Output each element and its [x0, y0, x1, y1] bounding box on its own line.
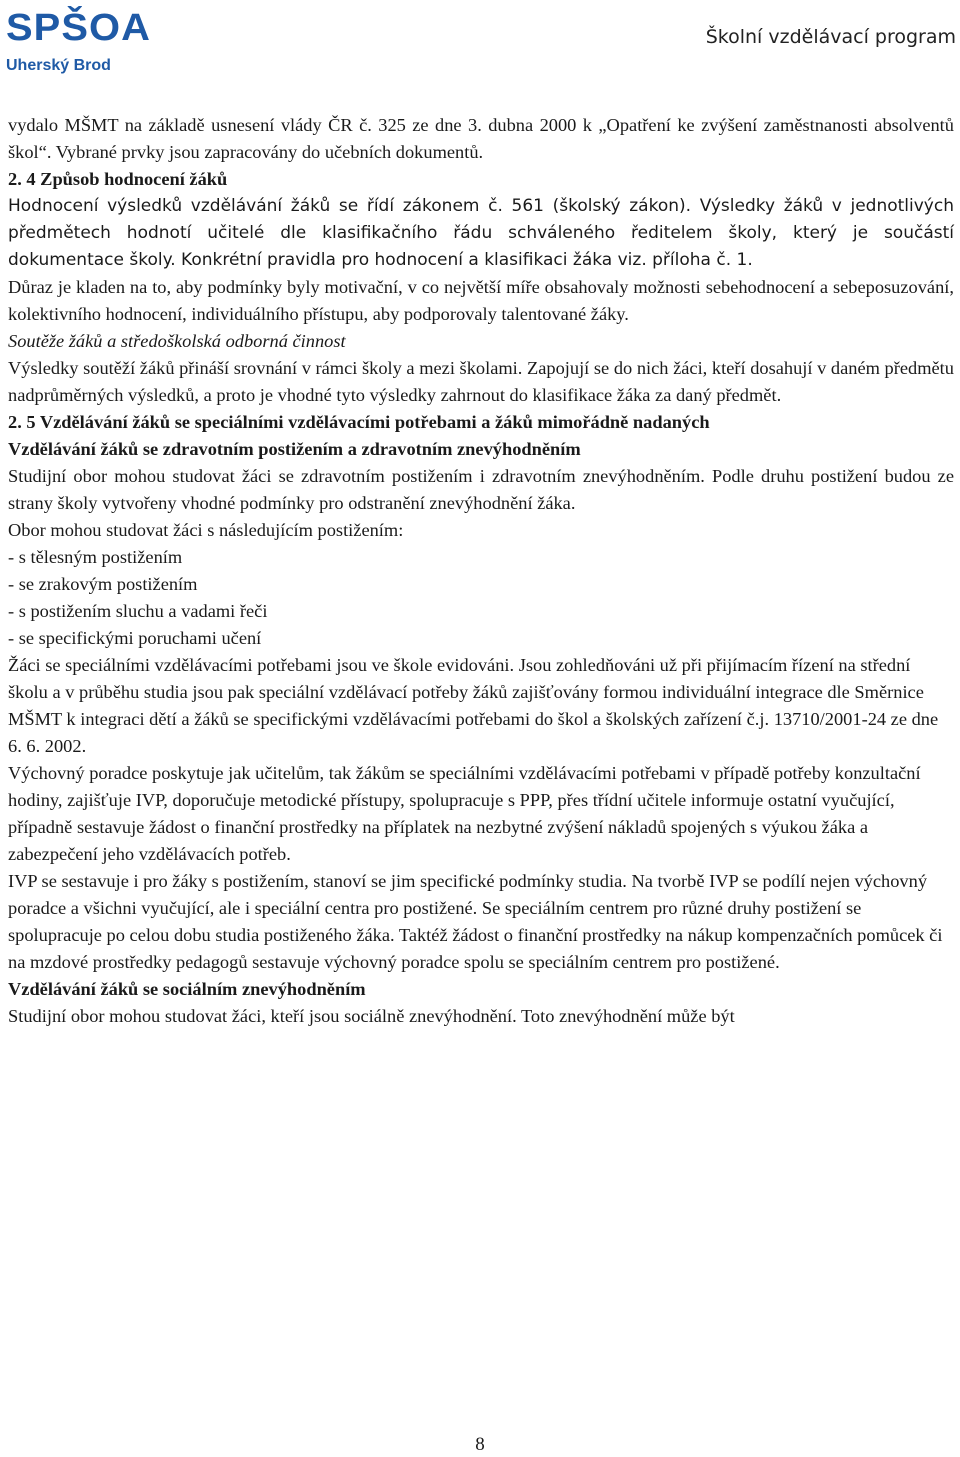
heading-2-5: 2. 5 Vzdělávání žáků se speciálními vzdělávacími potřebami a žáků mimořádně nadaných — [8, 412, 710, 432]
document-title: Školní vzdělávací program — [705, 26, 956, 48]
heading-2-4: 2. 4 Způsob hodnocení žáků — [8, 169, 228, 189]
logo-town: Uherský Brod — [6, 57, 111, 74]
paragraph-ivp: IVP se sestavuje i pro žáky s postižením, stanoví se jim specifické podmínky studia. Na tvorbě IVP se podílí nejen výchovný poradce a všichni vyučující, ale i speciální centra pro postižené. Se speciálním centrem pro různé druhy postižení se spolupracuje po celou dobu studia postiženého žáka. Taktéž žádost o finanční prostředky na nákup kompenzačních pomůcek či na mzdové prostředky pedagogů sestavuje výchovný poradce spolu se speciálním centrem pro postižené. — [8, 871, 943, 972]
paragraph-duraz: Důraz je kladen na to, aby podmínky byly motivační, v co největší míře obsahovaly možnosti sebehodnocení a sebeposuzování, kolektivního hodnocení, individuálního přístupu, aby podporovaly talentované žáky. — [8, 277, 954, 324]
paragraph-obor-intro: Obor mohou studovat žáci s následujícím postižením: — [8, 520, 404, 540]
list-item: - s postižením sluchu a vadami řeči — [8, 601, 268, 621]
logo-wordmark: SPŠOA — [6, 7, 151, 49]
page-content — [8, 112, 954, 1030]
paragraph-poradce: Výchovný poradce poskytuje jak učitelům, tak žákům se speciálními vzdělávacími potřebami v případě potřeby konzultační hodiny, zajišťuje IVP, doporučuje metodické přístupy, spolupracuje s PPP, přes třídní učitele informuje ostatní vyučující, případně sestavuje žádost o finanční prostředky na příplatek na nezbytné zvýšení nákladů spojených s výukou žáka a zabezpečení jeho vzdělávacích potřeb. — [8, 763, 921, 864]
list-item: - se zrakovým postižením — [8, 574, 198, 594]
paragraph-evidovani: Žáci se speciálními vzdělávacími potřebami jsou ve škole evidováni. Jsou zohledňováni už při přijímacím řízení na střední školu a v průběhu studia jsou pak speciální vzdělávací potřeby žáků zajišťovány formou individuální integrace dle Směrnice MŠMT k integraci dětí a žáků se specifickými vzdělávacími potřebami do škol a školských zařízení č.j. 13710/2001-24 ze dne 6. 6. 2002. — [8, 655, 939, 756]
paragraph-intro: vydalo MŠMT na základě usnesení vlády ČR č. 325 ze dne 3. dubna 2000 k „Opatření ke zvýšení zaměstnanosti absolventů škol“. Vybrané prvky jsou zapracovány do učebních dokumentů. — [8, 115, 954, 162]
heading-zdravotni: Vzdělávání žáků se zdravotním postižením a zdravotním znevýhodněním — [8, 439, 581, 459]
page-number: 8 — [475, 1434, 485, 1455]
paragraph-socialni: Studijní obor mohou studovat žáci, kteří jsou sociálně znevýhodnění. Toto znevýhodnění může být — [8, 1006, 735, 1026]
paragraph-souteze: Výsledky soutěží žáků přináší srovnání v rámci školy a mezi školami. Zapojují se do nich žáci, kteří dosahují v daném předmětu nadprůměrných výsledků, a proto je vhodné tyto výsledky zahrnout do klasifikace žáka za daný předmět. — [8, 358, 954, 405]
school-logo — [6, 4, 151, 82]
paragraph-hodnoceni: Hodnocení výsledků vzdělávání žáků se řídí zákonem č. 561 (školský zákon). Výsledky žáků v jednotlivých předmětech hodnotí učitelé dle klasifikačního řádu schváleného ředitelem školy, který je součástí dokumentace školy. Konkrétní pravidla pro hodnocení a klasifikaci žáka viz. příloha č. 1. — [8, 196, 954, 270]
heading-socialni: Vzdělávání žáků se sociálním znevýhodněním — [8, 979, 366, 999]
list-item: - s tělesným postižením — [8, 547, 183, 567]
paragraph-zdravotni: Studijní obor mohou studovat žáci se zdravotním postižením i zdravotním znevýhodněním. Podle druhu postižení budou ze strany školy vytvořeny vhodné podmínky pro odstranění znevýhodnění žáka. — [8, 466, 954, 513]
list-item: - se specifickými poruchami učení — [8, 628, 262, 648]
heading-souteze: Soutěže žáků a středoškolská odborná činnost — [8, 331, 346, 351]
